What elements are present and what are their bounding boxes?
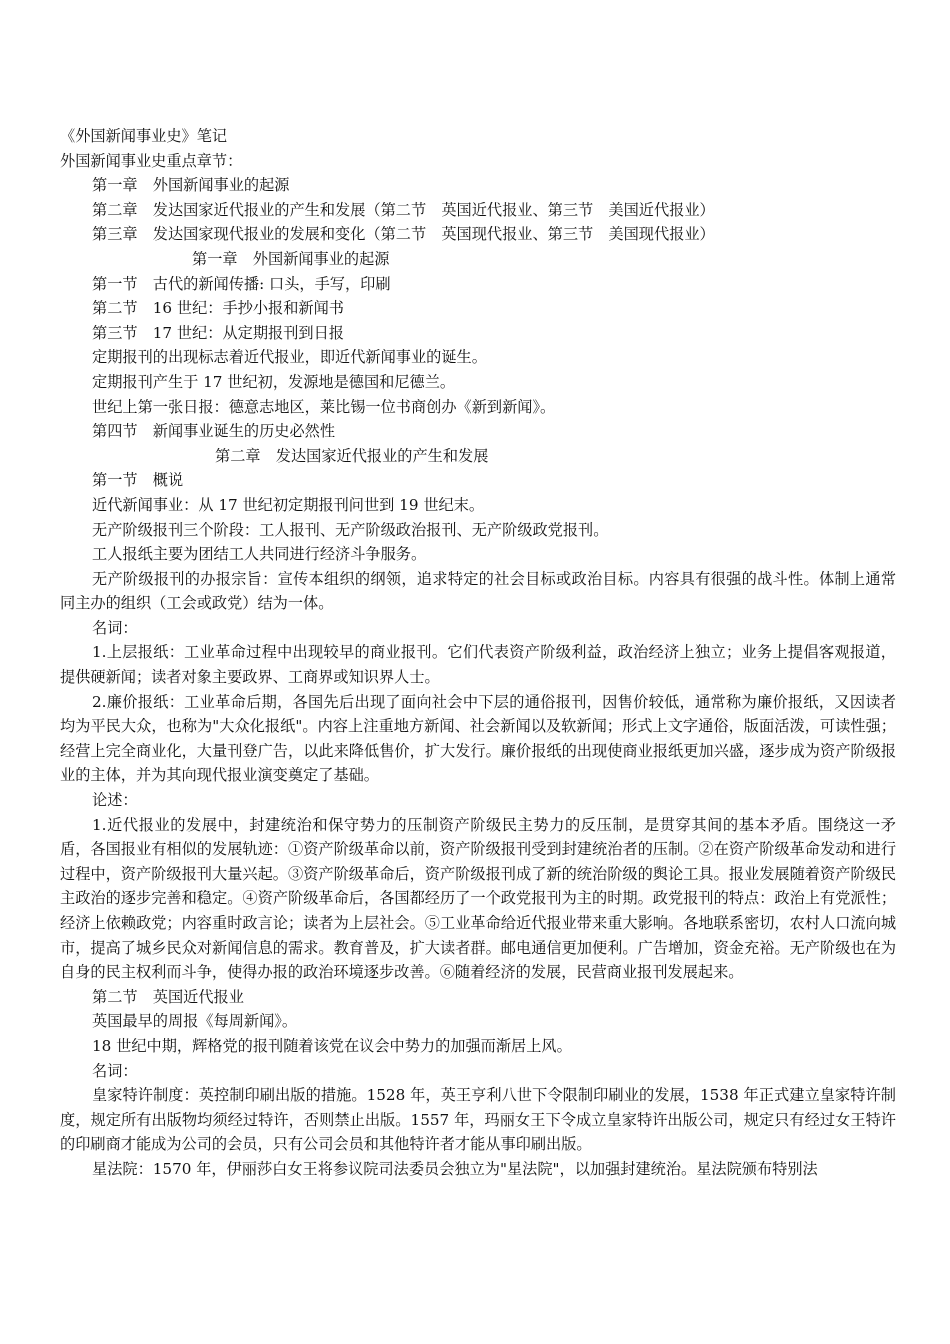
text-line: 18 世纪中期，辉格党的报刊随着该党在议会中势力的加强而渐居上风。 [92, 1036, 572, 1055]
text-line: 第四节 新闻事业诞生的历史必然性 [92, 422, 335, 441]
text-line: 世纪上第一张日报：德意志地区，莱比锡一位书商创办《新到新闻》。 [92, 397, 556, 416]
doc-title: 《外国新闻事业史》笔记 [60, 127, 228, 145]
term-paragraph: 2.廉价报纸：工业革命后期，各国先后出现了面向社会中下层的通俗报刊，因售价较低，通常称为廉价报纸，又因读者均为平民大众，也称为"大众化报纸"。内容上注重地方新闻、社会新闻以及软新闻；形式上文字通俗，版面活泼，可读性强；经营上完全商业化，大量刊登广告，以此来降低售价，扩大发行。廉价报纸的出现使商业报纸更加兴盛，逐步成为资产阶级报业的主体，并为其向现代报业演变奠定了基础。 [60, 692, 896, 785]
term-paragraph: 星法院：1570 年，伊丽莎白女王将参议院司法委员会独立为"星法院"，以加强封建统治。星法院颁布特别法 [92, 1159, 818, 1178]
text-line: 工人报纸主要为团结工人共同进行经济斗争服务。 [92, 545, 427, 564]
key-chapter-item: 第三章 发达国家现代报业的发展和变化（第二节 英国现代报业、第三节 美国现代报业） [92, 225, 715, 244]
text-line: 近代新闻事业：从 17 世纪初定期报刊问世到 19 世纪末。 [92, 495, 485, 514]
chapter-1-heading: 第一章 外国新闻事业的起源 [192, 249, 390, 268]
terms-label: 名词： [92, 1061, 138, 1080]
text-line: 无产阶级报刊三个阶段：工人报刊、无产阶级政治报刊、无产阶级政党报刊。 [92, 520, 609, 539]
text-line: 第三节 17 世纪：从定期报刊到日报 [92, 323, 344, 342]
text-line: 第二节 16 世纪：手抄小报和新闻书 [92, 299, 344, 318]
text-line: 第一节 概说 [92, 471, 184, 490]
paragraph: 无产阶级报刊的办报宗旨：宣传本组织的纲领，追求特定的社会目标或政治目标。内容具有很强的战斗性。体制上通常同主办的组织（工会或政党）结为一体。 [60, 569, 896, 613]
terms-label: 名词： [92, 618, 138, 637]
term-paragraph: 皇家特许制度：英控制印刷出版的措施。1528 年，英王亨利八世下令限制印刷业的发展，1538 年正式建立皇家特许制度，规定所有出版物均须经过特许，否则禁止出版。1557 年，玛丽女王下令成立皇家特许出版公司，规定只有经过女王特许的印刷商才能成为公司的会员，只有公司会员和其他特许者才能从事印刷出版。 [60, 1086, 896, 1154]
text-line: 英国最早的周报《每周新闻》。 [92, 1012, 298, 1031]
chapter-2-heading: 第二章 发达国家近代报业的产生和发展 [215, 446, 489, 465]
text-line: 第一节 古代的新闻传播: 口头，手写，印刷 [92, 274, 391, 293]
document-page [60, 124, 896, 1182]
section-heading: 第二节 英国近代报业 [92, 987, 244, 1006]
text-line: 定期报刊的出现标志着近代报业，即近代新闻事业的诞生。 [92, 348, 487, 367]
key-chapter-item: 第一章 外国新闻事业的起源 [92, 176, 290, 195]
key-chapter-item: 第二章 发达国家近代报业的产生和发展（第二节 英国近代报业、第三节 美国近代报业） [92, 200, 715, 219]
text-line: 定期报刊产生于 17 世纪初，发源地是德国和尼德兰。 [92, 372, 456, 391]
key-chapters-heading: 外国新闻事业史重点章节： [60, 151, 243, 170]
essay-label: 论述： [92, 791, 138, 810]
essay-paragraph: 1.近代报业的发展中，封建统治和保守势力的压制资产阶级民主势力的反压制，是贯穿其间的基本矛盾。围绕这一矛盾，各国报业有相似的发展轨迹：①资产阶级革命以前，资产阶级报刊受到封建统治者的压制。②在资产阶级革命发动和进行过程中，资产阶级报刊大量兴起。③资产阶级革命后，资产阶级报刊成了新的统治阶级的舆论工具。报业发展随着资产阶级民主政治的逐步完善和稳定。④资产阶级革命后，各国都经历了一个政党报刊为主的时期。政党报刊的特点：政治上有党派性；经济上依赖政党；内容重时政言论；读者为上层社会。⑤工业革命给近代报业带来重大影响。各地联系密切，农村人口流向城市，提高了城乡民众对新闻信息的需求。教育普及，扩大读者群。邮电通信更加便利。广告增加，资金充裕。无产阶级也在为自身的民主权利而斗争，使得办报的政治环境逐步改善。⑥随着经济的发展，民营商业报刊发展起来。 [60, 815, 896, 982]
term-paragraph: 1.上层报纸：工业革命过程中出现较早的商业报刊。它们代表资产阶级利益，政治经济上独立；业务上提倡客观报道，提供硬新闻；读者对象主要政界、工商界或知识界人士。 [60, 643, 896, 687]
